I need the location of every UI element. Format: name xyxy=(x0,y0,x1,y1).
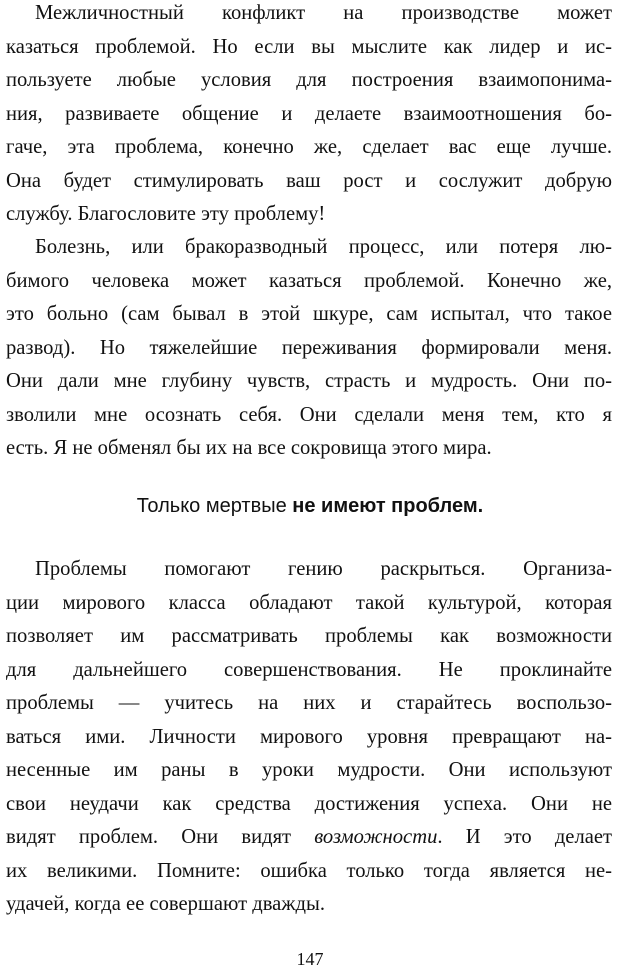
text-line: проблемы — учитесь на них и старайтесь воспользо- xyxy=(6,692,612,714)
text-line: для дальнейшего совершенствования. Не проклинайте xyxy=(6,658,612,681)
text-line: казаться проблемой. Но если вы мыслите как лидер и ис- xyxy=(6,35,612,58)
heading-plain-text: Только мертвые xyxy=(136,495,293,517)
text-line: пользуете любые условия для построения взаимопонима- xyxy=(6,69,612,91)
text-line: ния, развиваете общение и делаете взаимоотношения бо- xyxy=(6,102,612,125)
text-line: Межличностный конфликт на производстве может xyxy=(35,2,612,24)
text-segment: . И это делает xyxy=(437,826,613,848)
section-heading xyxy=(0,492,620,520)
text-segment: видят проблем. Они видят xyxy=(6,826,315,848)
text-line: развод). Но тяжелейшие переживания формировали меня. xyxy=(6,336,612,359)
text-line: гаче, эта проблема, конечно же, сделает вас еще лучше. xyxy=(6,136,612,158)
text-line: Проблемы помогают гению раскрыться. Организа- xyxy=(35,558,612,580)
paragraph-2 xyxy=(6,231,612,466)
text-line: их великими. Помните: ошибка только тогда является не- xyxy=(6,859,612,882)
text-line: бимого человека может казаться проблемой. Конечно же, xyxy=(6,269,612,292)
paragraph-3 xyxy=(6,553,612,922)
text-line: удачей, когда ее совершают дважды. xyxy=(6,893,325,915)
text-line: позволяет им рассматривать проблемы как возможности xyxy=(6,625,612,647)
paragraph-1 xyxy=(6,0,612,232)
text-line: ции мирового класса обладают такой культурой, которая xyxy=(6,591,612,614)
text-line: есть. Я не обменял бы их на все сокровища этого мира. xyxy=(6,437,492,459)
text-line: это больно (сам бывал в этой шкуре, сам испытал, что такое xyxy=(6,303,612,325)
italic-word: возможности xyxy=(314,826,438,848)
text-line: Они дали мне глубину чувств, страсть и мудрость. Они по- xyxy=(6,370,612,392)
heading-bold-text: не имеют проблем. xyxy=(292,495,484,517)
text-line: службу. Благословите эту проблему! xyxy=(6,203,326,225)
text-line: Она будет стимулировать ваш рост и сослужит добрую xyxy=(6,169,612,192)
text-line: несенные им раны в уроки мудрости. Они используют xyxy=(6,759,612,781)
text-line: ваться ими. Личности мирового уровня превращают на- xyxy=(6,725,612,748)
page-number: 147 xyxy=(296,949,324,969)
text-line xyxy=(6,821,612,855)
text-line: Болезнь, или бракоразводный процесс, или потеря лю- xyxy=(35,236,612,258)
text-line: свои неудачи как средства достижения успеха. Они не xyxy=(6,792,612,815)
text-line: зволили мне осознать себя. Они сделали меня тем, кто я xyxy=(6,403,612,426)
